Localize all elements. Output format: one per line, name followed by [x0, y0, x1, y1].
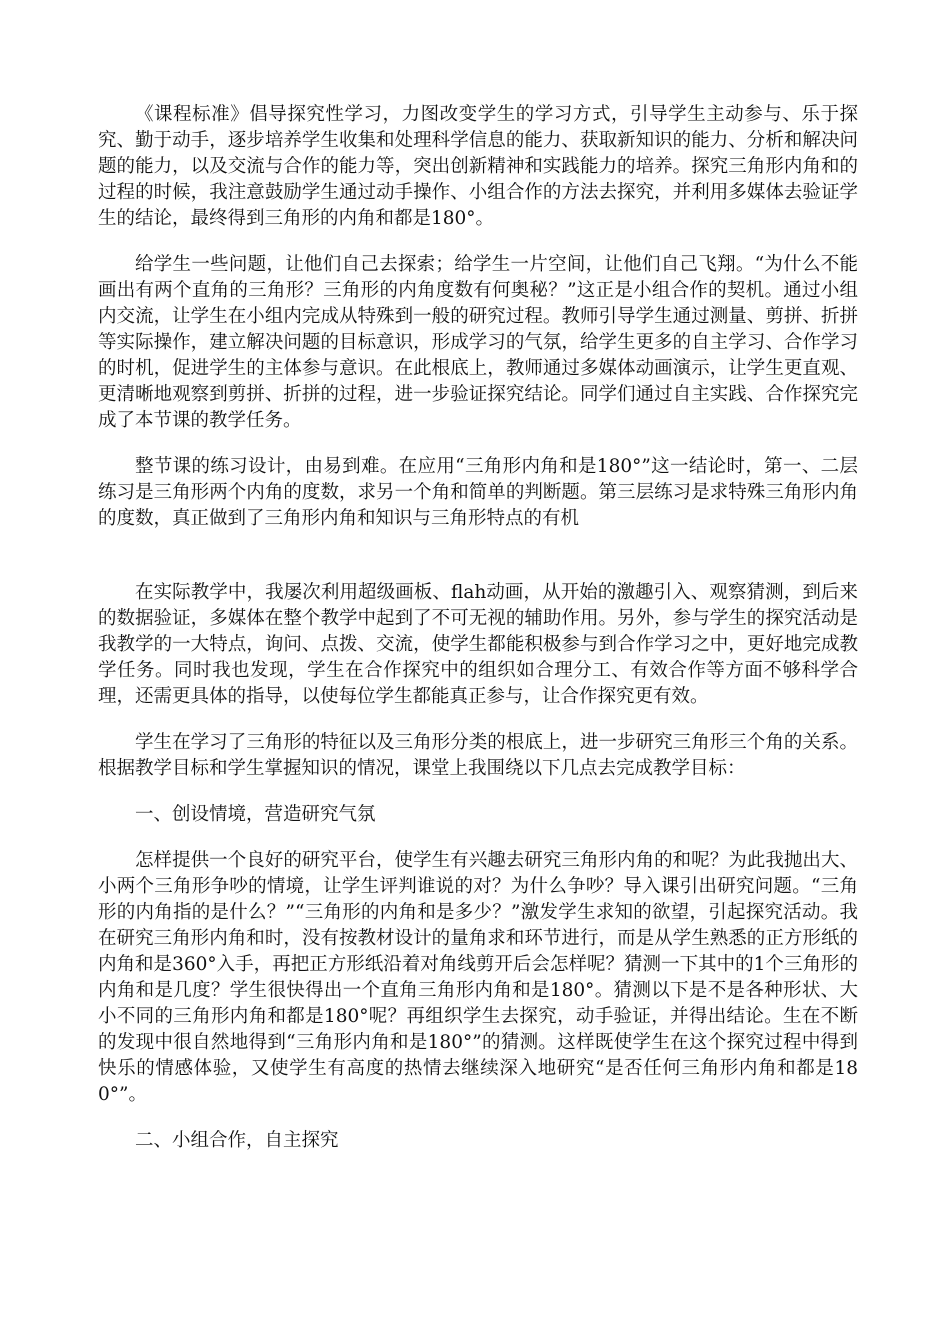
paragraph-curriculum-standard: 《课程标准》倡导探究性学习，力图改变学生的学习方式，引导学生主动参与、乐于探究、勤于动手，逐步培养学生收集和处理科学信息的能力、获取新知识的能力、分析和解决问题的能力，以及交流与合作的能力等，突出创新精神和实践能力的培养。探究三角形内角和的过程的时候，我注意鼓励学生通过动手操作、小组合作的方法去探究，并利用多媒体去验证学生的结论，最终得到三角形的内角和都是180°。: [98, 104, 858, 229]
paragraph-group-cooperation: 给学生一些问题，让他们自己去探索；给学生一片空间，让他们自己飞翔。“为什么不能画出有两个直角的三角形？三角形的内角度数有何奥秘？”这正是小组合作的契机。通过小组内交流，让学生在小组内完成从特殊到一般的研究过程。教师引导学生通过测量、剪拼、折拼等实际操作，建立解决问题的目标意识，形成学习的气氛，给学生更多的自主学习、合作学习的时机，促进学生的主体参与意识。在此根底上，教师通过多媒体动画演示，让学生更直观、更清晰地观察到剪拼、折拼的过程，进一步验证探究结论。同学们通过自主实践、合作探究完成了本节课的教学任务。: [98, 254, 858, 431]
paragraph-multimedia-teaching: 在实际教学中，我屡次利用超级画板、flah动画，从开始的激趣引入、观察猜测，到后来的数据验证，多媒体在整个教学中起到了不可无视的辅助作用。另外，参与学生的探究活动是我教学的一大特点，询问、点拨、交流，使学生都能积极参与到合作学习之中，更好地完成教学任务。同时我也发现，学生在合作探究中的组织如合理分工、有效合作等方面不够科学合理，还需更具体的指导，以使每位学生都能真正参与，让合作探究更有效。: [98, 582, 858, 707]
section-heading-group-cooperation: 二、小组合作，自主探究: [135, 1130, 339, 1151]
section-heading-create-situation: 一、创设情境，营造研究气氛: [135, 804, 376, 825]
paragraph-research-platform: 怎样提供一个良好的研究平台，使学生有兴趣去研究三角形内角的和呢？为此我抛出大、小两个三角形争吵的情境，让学生评判谁说的对？为什么争吵？导入课引出研究问题。“三角形的内角指的是什么？”“三角形的内角和是多少？”激发学生求知的欲望，引起探究活动。我在研究三角形内角和时，没有按教材设计的量角求和环节进行，而是从学生熟悉的正方形纸的内角和是360°入手，再把正方形纸沿着对角线剪开后会怎样呢？猜测一下其中的1个三角形的内角和是几度？学生很快得出一个直角三角形内角和是180°。猜测以下是不是各种形状、大小不同的三角形内角和都是180°呢？再组织学生去探究，动手验证，并得出结论。生在不断的发现中很自然地得到“三角形内角和是180°”的猜测。这样既使学生在这个探究过程中得到快乐的情感体验，又使学生有高度的热情去继续深入地研究“是否任何三角形内角和都是180°”。: [98, 850, 858, 1105]
document-body: [98, 102, 858, 1174]
paragraph-teaching-goals: 学生在学习了三角形的特征以及三角形分类的根底上，进一步研究三角形三个角的关系。根据教学目标和学生掌握知识的情况，课堂上我围绕以下几点去完成教学目标：: [98, 732, 858, 779]
paragraph-exercise-design: 整节课的练习设计，由易到难。在应用“三角形内角和是180°”这一结论时，第一、二层练习是三角形两个内角的度数，求另一个角和简单的判断题。第三层练习是求特殊三角形内角的度数，真正做到了三角形内角和知识与三角形特点的有机: [98, 456, 858, 529]
